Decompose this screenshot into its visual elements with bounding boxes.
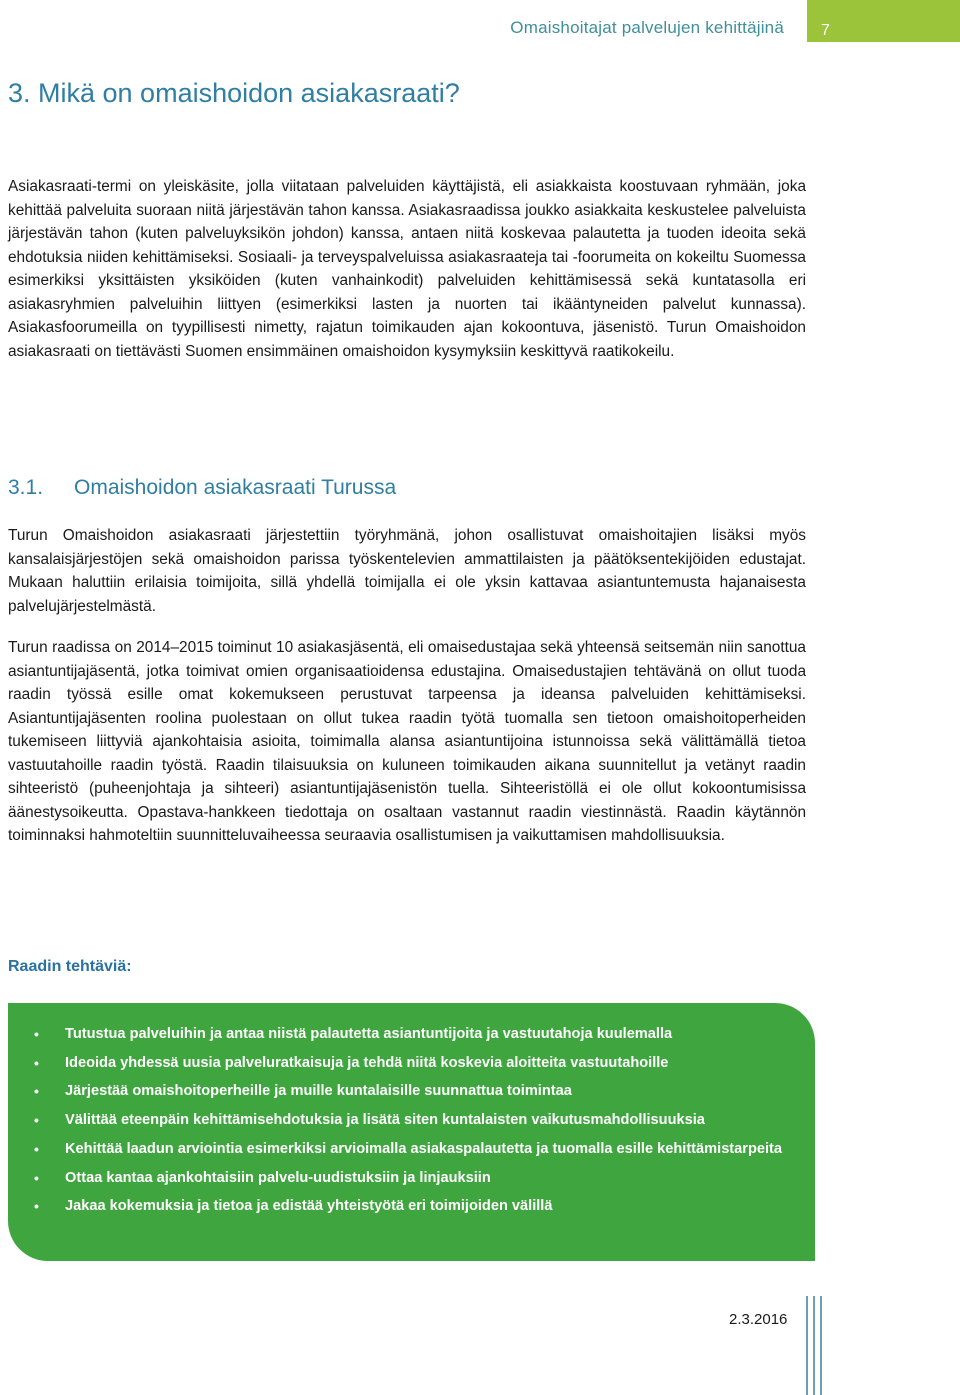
task-item-text: Kehittää laadun arviointia esimerkiksi arvioimalla asiakaspalautetta ja tuomalla esille kehittämistarpeita (65, 1140, 783, 1157)
task-item-text: Ideoida yhdessä uusia palveluratkaisuja ja tehdä niitä koskevia aloitteita vastuutahoille (65, 1054, 669, 1071)
footer-line (820, 1296, 822, 1395)
tasks-list (8, 1003, 815, 1221)
subsection-paragraph-2: Turun raadissa on 2014–2015 toiminut 10 asiakasjäsentä, eli omaisedustajaa sekä yhteensä seitsemän niin sanottua asiantuntijajäsentä, jotka toimivat omien organisaatioidensa edustajina. Omaisedustajien tehtävänä on ollut tuoda raadin työssä esille omat kokemukseen perustuvat tarpeensa ja ideansa palveluiden kehittämiseksi. Asiantuntijajäsenten roolina puolestaan on ollut tukea raadin työtä tuomalla sen tietoon omaishoitoperheiden tukemiseen liittyviä ajankohtaisia asioita, toimimalla alansa asiantuntijoina istunnoissa sekä välittämällä tietoa vastuutahoille raadin työstä. Raadin tilaisuuksia on kuluneen toimikauden aikana suunnitellut ja vetänyt raadin sihteeristö (puheenjohtaja ja sihteeri) asiantuntijajäsenistön tuella. Sihteeristöllä ei ole ollut kokoontumisissa äänestysoikeutta. Opastava-hankkeen tiedottaja on osaltaan vastannut raadin viestinnästä. Raadin käytännön toiminnaksi hahmoteltiin suunnitteluvaiheessa seuraavia osallistumisen ja vaikuttamisen mahdollisuuksia. (8, 639, 806, 844)
subsection-number: 3.1. (8, 476, 44, 499)
bullet-icon: • (34, 1054, 39, 1071)
page-number: 7 (821, 22, 830, 39)
bullet-icon: • (34, 1112, 39, 1129)
task-item (8, 1077, 815, 1106)
footer-date: 2.3.2016 (729, 1311, 788, 1328)
tasks-heading: Raadin tehtäviä: (8, 958, 132, 975)
task-item-text: Tutustua palveluihin ja antaa niistä palautetta asiantuntijoita ja vastuutahoja kuulemalla (65, 1026, 673, 1042)
task-item (8, 1164, 815, 1193)
running-header-title: Omaishoitajat palvelujen kehittäjinä (510, 18, 784, 37)
task-item-text: Ottaa kantaa ajankohtaisiin palvelu-uudistuksiin ja linjauksiin (65, 1169, 491, 1186)
task-item (8, 1135, 815, 1164)
footer-line (806, 1296, 808, 1395)
task-item (8, 1020, 815, 1049)
task-item (8, 1106, 815, 1135)
section-heading: 3. Mikä on omaishoidon asiakasraati? (8, 78, 460, 108)
tasks-box (8, 1003, 815, 1261)
task-item (8, 1049, 815, 1078)
task-item (8, 1192, 815, 1221)
task-item-text: Jakaa kokemuksia ja tietoa ja edistää yhteistyötä eri toimijoiden välillä (65, 1198, 553, 1215)
subsection-title: Omaishoidon asiakasraati Turussa (74, 476, 397, 499)
bullet-icon: • (34, 1083, 39, 1100)
task-item-text: Välittää eteenpäin kehittämisehdotuksia ja lisätä siten kuntalaisten vaikutusmahdollisuuksia (65, 1112, 705, 1129)
page-number-badge (807, 0, 960, 42)
subsection-heading (8, 476, 396, 500)
bullet-icon: • (34, 1198, 39, 1215)
section-intro-paragraph: Asiakasraati-termi on yleiskäsite, jolla viitataan palveluiden käyttäjistä, eli asiakkaista koostuvaan ryhmään, joka kehittää palveluita suoraan niitä järjestävän tahon kanssa. Asiakasraadissa joukko asiakkaita keskustelee palveluista järjestävän tahon (kuten palveluyksikön johdon) kanssa, antaen niitä koskevaa palautetta ja tuoden ideoita sekä ehdotuksia niiden kehittämiseksi. Sosiaali- ja terveyspalveluissa asiakasraateja tai -foorumeita on kokeiltu Suomessa esimerkiksi yksittäisten yksiköiden (kuten vanhainkodit) palveluiden kehittämisessä sekä kuntatasolla eri asiakasryhmien palveluihin liittyen (esimerkiksi lasten ja nuorten tai ikääntyneiden palvelut kunnassa). Asiakasfoorumeilla on tyypillisesti nimetty, rajatun toimikauden ajan kokoontuva, jäsenistö. Turun Omaishoidon asiakasraati on tiettävästi Suomen ensimmäinen omaishoidon kysymyksiin keskittyvä raatikokeilu. (8, 178, 806, 360)
bullet-icon: • (34, 1169, 39, 1186)
bullet-icon: • (34, 1026, 39, 1042)
footer-line (813, 1296, 815, 1395)
footer-decorative-lines (806, 1296, 822, 1395)
subsection-paragraph-1: Turun Omaishoidon asiakasraati järjestettiin työryhmänä, johon osallistuvat omaishoitajien lisäksi myös kansalaisjärjestöjen sekä omaishoidon parissa työskentelevien ammattilaisten ja päätöksentekijöiden edustajat. Mukaan haluttiin erilaisia toimijoita, sillä yhdellä toimijalla ei ole yksin kattavaa asiantuntemusta hajanaisesta palvelujärjestelmästä. (8, 527, 806, 615)
bullet-icon: • (34, 1140, 39, 1157)
task-item-text: Järjestää omaishoitoperheille ja muille kuntalaisille suunnattua toimintaa (65, 1083, 572, 1100)
